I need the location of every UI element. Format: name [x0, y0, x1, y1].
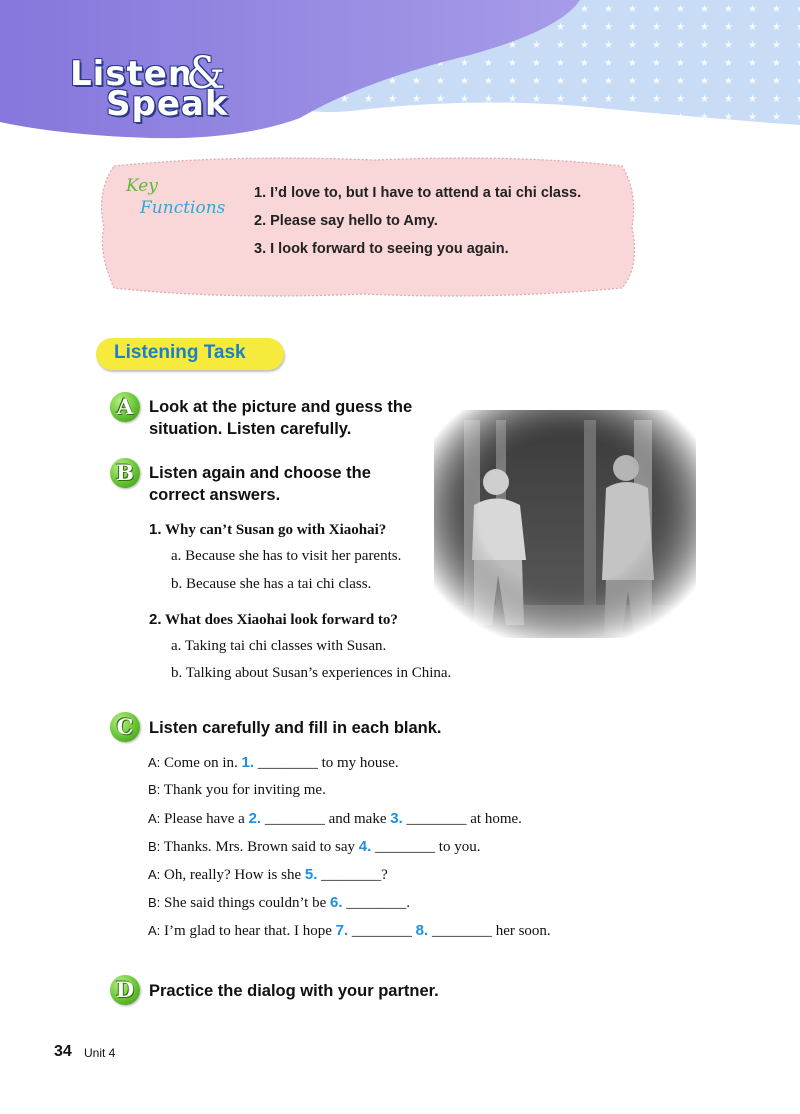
blank-field[interactable]: ________ and make: [261, 811, 391, 827]
blank-number: 7.: [335, 922, 349, 939]
question-2-option-a[interactable]: a. Taking tai chi classes with Susan.: [171, 638, 387, 654]
blank-field[interactable]: ________.: [342, 895, 411, 911]
dialog-line: [148, 838, 480, 856]
speaker-label: A:: [148, 755, 161, 770]
dialog-text: Thank you for inviting me.: [160, 782, 326, 798]
logo-ampersand: &: [186, 48, 226, 99]
dialog-text: Oh, really? How is she: [160, 867, 305, 883]
question-2-number: 2.: [149, 611, 162, 628]
logo-listen: Listen: [70, 54, 194, 94]
blank-field[interactable]: ________: [348, 923, 416, 939]
section-b-line1: Listen again and choose the: [149, 464, 371, 482]
blank-field[interactable]: ________?: [317, 867, 388, 883]
key-function-item: 1. I’d love to, but I have to attend a tai chi class.: [254, 185, 582, 201]
blank-number: 2.: [248, 810, 262, 827]
conversation-photo: [434, 410, 696, 638]
question-2: [149, 611, 398, 629]
speaker-label: B:: [148, 782, 161, 797]
blank-number: 6.: [330, 894, 343, 911]
section-d-title: Practice the dialog with your partner.: [149, 982, 439, 1000]
speaker-label: A:: [148, 811, 161, 826]
question-2-text: What does Xiaohai look forward to?: [165, 612, 398, 628]
question-1-text: Why can’t Susan go with Xiaohai?: [165, 522, 387, 538]
blank-number: 5.: [304, 866, 318, 883]
section-a-badge: A: [110, 392, 140, 422]
dialog-line: [148, 754, 399, 772]
speaker-label: B:: [148, 895, 161, 910]
speaker-label: A:: [148, 867, 161, 882]
blank-field[interactable]: ________ at home.: [402, 811, 522, 827]
dialog-line: [148, 894, 410, 912]
question-1-option-b[interactable]: b. Because she has a tai chi class.: [171, 576, 372, 592]
section-c-badge: C: [110, 712, 140, 742]
question-1: [149, 521, 386, 539]
dialog-line: [148, 782, 326, 799]
unit-label: Unit 4: [84, 1046, 116, 1060]
blank-field[interactable]: ________ to my house.: [254, 755, 399, 771]
key-functions-list: [254, 184, 581, 268]
dialog-text: Thanks. Mrs. Brown said to say: [160, 839, 359, 855]
dialog-line: [148, 810, 522, 828]
blank-number: 3.: [390, 810, 403, 827]
speaker-label: B:: [148, 839, 161, 854]
question-1-option-a[interactable]: a. Because she has to visit her parents.: [171, 548, 402, 564]
blank-field[interactable]: ________ to you.: [371, 839, 481, 855]
blank-field[interactable]: ________ her soon.: [428, 923, 551, 939]
dialog-line: [148, 922, 551, 940]
dialog-text: Come on in.: [160, 755, 242, 771]
key-label: Key: [126, 176, 158, 196]
dialog-text: Please have a: [160, 811, 249, 827]
dialog-text: She said things couldn’t be: [160, 895, 331, 911]
speaker-label: A:: [148, 923, 161, 938]
functions-label: Functions: [140, 198, 226, 218]
key-function-item: 2. Please say hello to Amy.: [254, 213, 438, 229]
blank-number: 8.: [415, 922, 429, 939]
section-c-title: Listen carefully and fill in each blank.: [149, 719, 442, 737]
page-number: 34: [54, 1043, 72, 1060]
blank-number: 1.: [241, 754, 255, 771]
logo-speak: Speak: [106, 84, 229, 124]
question-2-option-b[interactable]: b. Talking about Susan’s experiences in China.: [171, 665, 452, 681]
listening-task-title: Listening Task: [114, 342, 246, 363]
section-d-badge: D: [110, 975, 140, 1005]
dialog-text: I’m glad to hear that. I hope: [160, 923, 336, 939]
blank-number: 4.: [358, 838, 372, 855]
dialog-line: [148, 866, 388, 884]
key-function-item: 3. I look forward to seeing you again.: [254, 241, 509, 257]
question-1-number: 1.: [149, 521, 162, 538]
section-a-line2: situation. Listen carefully.: [149, 420, 352, 438]
section-b-badge: B: [110, 458, 140, 488]
section-a-line1: Look at the picture and guess the: [149, 398, 413, 416]
section-b-line2: correct answers.: [149, 486, 281, 504]
